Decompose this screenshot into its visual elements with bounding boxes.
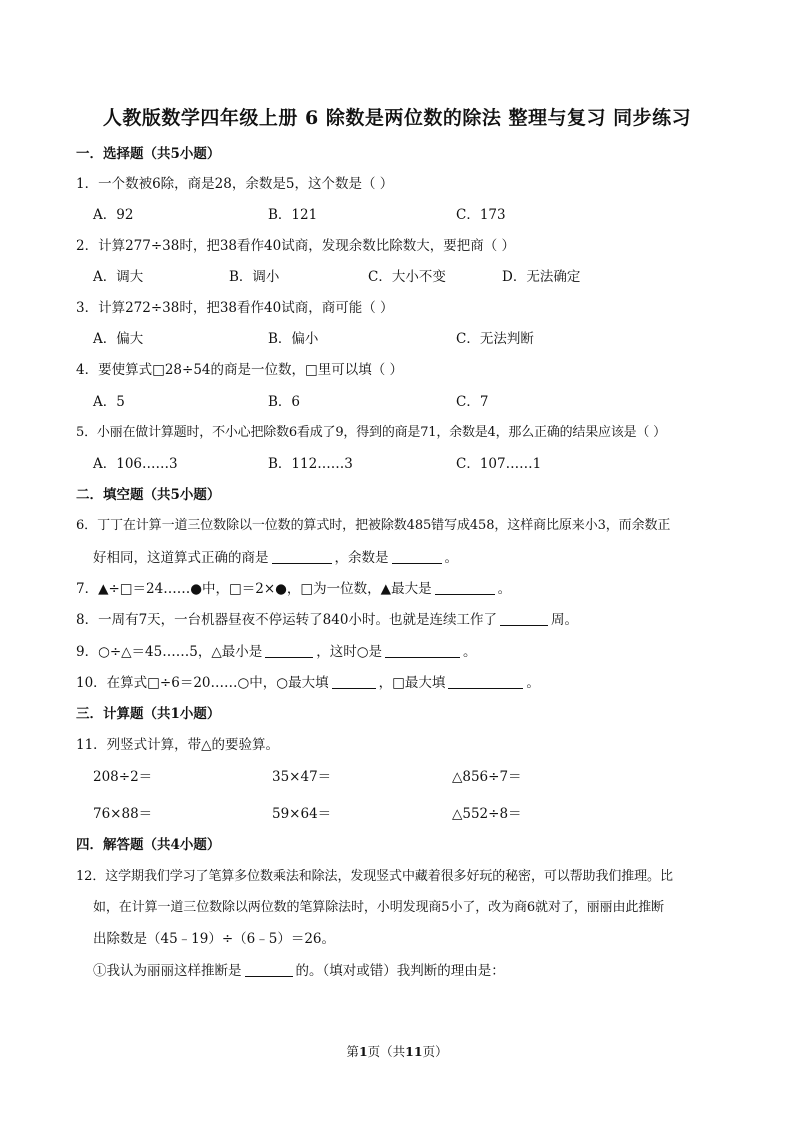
footer-prefix: 第: [346, 1044, 359, 1059]
section-heading-calc: 三．计算题（共1小题）: [76, 706, 221, 722]
q5-option-a: A．106……3: [93, 456, 178, 472]
section-heading-choice: 一．选择题（共5小题）: [76, 146, 221, 162]
q1-option-a: A．92: [93, 207, 134, 223]
q4-option-c: C．7: [456, 394, 489, 410]
q10-text-a: 10．在算式□÷6＝20……○中，○最大填: [76, 675, 329, 691]
q8-text-a: 8．一周有7天，一台机器昼夜不停运转了840小时。也就是连续工作了: [76, 612, 497, 628]
q6-text-b: ，余数是: [334, 550, 389, 566]
footer-suffix: 页）: [422, 1044, 448, 1059]
q3-option-a: A．偏大: [93, 331, 144, 347]
question-2: 2．计算277÷38时，把38看作40试商，发现余数比除数大，要把商（ ）: [76, 238, 515, 254]
q2-option-a: A．调大: [93, 269, 144, 285]
q9-answer-blank-1[interactable]: [265, 643, 313, 658]
q7-text-b: 。: [497, 581, 512, 597]
q3-option-b: B．偏小: [268, 331, 319, 347]
q6-text-c: 。: [444, 550, 458, 566]
question-4: 4．要使算式□28÷54的商是一位数，□里可以填（ ）: [76, 362, 404, 378]
q2-option-d: D．无法确定: [502, 269, 581, 285]
footer-middle: 页（共: [367, 1044, 406, 1059]
q10-answer-blank-1[interactable]: [332, 674, 376, 689]
q11-expr-4: 76×88＝: [93, 806, 153, 822]
q7-answer-blank[interactable]: [435, 580, 495, 595]
question-5: 5．小丽在做计算题时，不小心把除数6看成了9，得到的商是71，余数是4，那么正确的结果应该是（ ）: [76, 425, 666, 440]
footer-total-pages: 11: [405, 1044, 423, 1059]
question-7: [76, 580, 511, 598]
page-footer: [0, 1042, 794, 1060]
question-12-line-4: [93, 962, 505, 980]
q10-text-b: ，□最大填: [378, 675, 446, 691]
q4-option-b: B．6: [268, 394, 301, 410]
question-6-line-2: [93, 549, 458, 567]
q2-option-b: B．调小: [229, 269, 280, 285]
question-1: 1．一个数被6除，商是28，余数是5，这个数是（ ）: [76, 176, 394, 192]
section-heading-fill: 二．填空题（共5小题）: [76, 487, 221, 503]
question-12-line-2: 如，在计算一道三位数除以两位数的笔算除法时，小明发现商5小了，改为商6就对了，丽丽由此推断: [93, 900, 665, 915]
footer-page-number: 1: [358, 1044, 368, 1059]
q11-expr-6: △552÷8＝: [452, 806, 522, 822]
q3-option-c: C．无法判断: [456, 331, 534, 347]
q2-option-c: C．大小不变: [368, 269, 446, 285]
question-10: [76, 674, 540, 692]
question-12-line-3: 出除数是（45﹣19）÷（6﹣5）＝26。: [93, 931, 336, 947]
question-12-line-1: 12．这学期我们学习了笔算多位数乘法和除法，发现竖式中藏着很多好玩的秘密，可以帮助我们推理。比: [76, 869, 673, 884]
q8-answer-blank[interactable]: [500, 611, 548, 626]
q9-text-b: ，这时○是: [316, 644, 382, 660]
q6-answer-blank-quotient[interactable]: [272, 549, 332, 564]
question-6-line-1: 6．丁丁在计算一道三位数除以一位数的算式时，把被除数485错写成458，这样商比原来小3，而余数正: [76, 518, 671, 533]
q11-expr-3: △856÷7＝: [452, 769, 522, 785]
q10-text-c: 。: [526, 675, 540, 691]
question-8: [76, 611, 578, 629]
q12-text-b: 的。（填对或错）我判断的理由是：: [295, 963, 505, 979]
q11-expr-1: 208÷2＝: [93, 769, 153, 785]
q1-option-c: C．173: [456, 207, 506, 223]
q10-answer-blank-2[interactable]: [448, 674, 523, 689]
q12-text-a: ①我认为丽丽这样推断是: [93, 963, 242, 979]
q5-option-b: B．112……3: [268, 456, 353, 472]
question-11: 11．列竖式计算，带△的要验算。: [76, 737, 280, 753]
q12-answer-blank[interactable]: [245, 962, 293, 977]
question-9: [76, 643, 477, 661]
q6-answer-blank-remainder[interactable]: [392, 549, 442, 564]
question-3: 3．计算272÷38时，把38看作40试商，商可能（ ）: [76, 300, 394, 316]
page-title: 人教版数学四年级上册 6 除数是两位数的除法 整理与复习 同步练习: [102, 107, 692, 129]
section-heading-solve: 四．解答题（共4小题）: [76, 837, 221, 853]
q6-text-a: 好相同，这道算式正确的商是: [93, 550, 269, 566]
q9-answer-blank-2[interactable]: [385, 643, 460, 658]
q1-option-b: B．121: [268, 207, 318, 223]
q5-option-c: C．107……1: [456, 456, 542, 472]
q9-text-c: 。: [463, 644, 477, 660]
q11-expr-5: 59×64＝: [272, 806, 332, 822]
q4-option-a: A．5: [93, 394, 125, 410]
q11-expr-2: 35×47＝: [272, 769, 332, 785]
q9-text-a: 9．○÷△＝45……5，△最小是: [76, 644, 263, 660]
q8-text-b: 周。: [550, 612, 578, 628]
q7-text-a: 7．▲÷□＝24……●中，□＝2×●，□为一位数，▲最大是: [76, 581, 432, 597]
